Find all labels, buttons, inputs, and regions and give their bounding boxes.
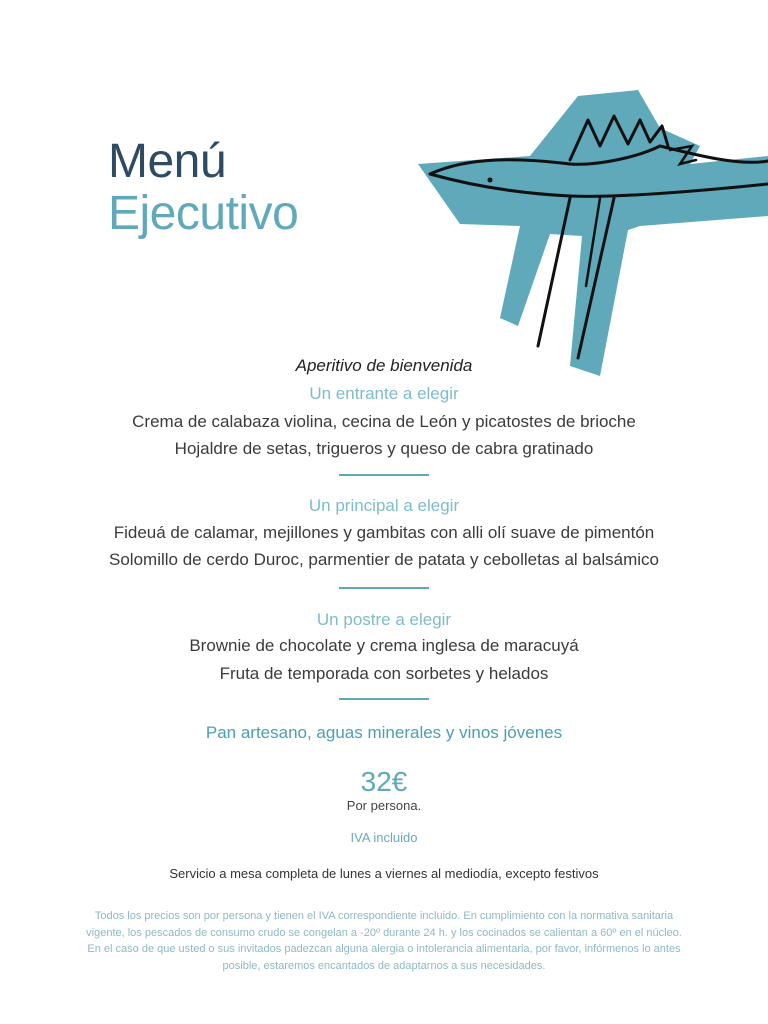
dish-postre-1: Brownie de chocolate y crema inglesa de maracuyá xyxy=(189,636,579,655)
legal-line-2: vigente, los pescados de consumo crudo se congelan a -20º durante 24 h. y los cocinados se calientan a 60º en el núcleo. xyxy=(86,926,682,939)
dish-entrante-1: Crema de calabaza violina, cecina de León y picatostes de brioche xyxy=(132,412,636,431)
section-title-principal: Un principal a elegir xyxy=(308,496,460,515)
title-line-2: Ejecutivo xyxy=(108,187,299,240)
section-title-postre: Un postre a elegir xyxy=(316,610,452,629)
extras-line: Pan artesano, aguas minerales y vinos jóvenes xyxy=(205,723,563,742)
price-amount: 32€ xyxy=(360,766,408,797)
legal-line-4: posible, estaremos encantados de adaptarnos a sus necesidades. xyxy=(222,959,546,972)
bird-illustration xyxy=(400,86,768,376)
aperitivo-line: Aperitivo de bienvenida xyxy=(295,356,473,375)
tax-note: IVA incluido xyxy=(350,830,418,845)
service-note: Servicio a mesa completa de lunes a viernes al mediodía, excepto festivos xyxy=(169,866,599,881)
legal-line-3: En el caso de que usted o sus invitados padezcan alguna alergia o intolerancia alimentaria, por favor, infórmenos lo antes xyxy=(87,943,681,955)
legal-line-1: Todos los precios son por persona y tienen el IVA correspondiente incluido. En cumplimiento con la normativa sanitaria xyxy=(94,910,674,922)
dish-postre-2: Fruta de temporada con sorbetes y helados xyxy=(219,664,549,683)
section-divider xyxy=(339,587,429,589)
legal-notice xyxy=(40,908,728,974)
section-divider xyxy=(339,698,429,700)
title-line-1: Menú xyxy=(108,135,227,188)
section-title-entrante: Un entrante a elegir xyxy=(309,384,459,403)
dish-principal-2: Solomillo de cerdo Duroc, parmentier de patata y cebolletas al balsámico xyxy=(109,550,659,569)
price-unit: Por persona. xyxy=(346,798,422,813)
dish-principal-1: Fideuá de calamar, mejillones y gambitas con alli olí suave de pimentón xyxy=(113,523,655,542)
section-divider xyxy=(339,474,429,476)
dish-entrante-2: Hojaldre de setas, trigueros y queso de cabra gratinado xyxy=(174,439,594,458)
